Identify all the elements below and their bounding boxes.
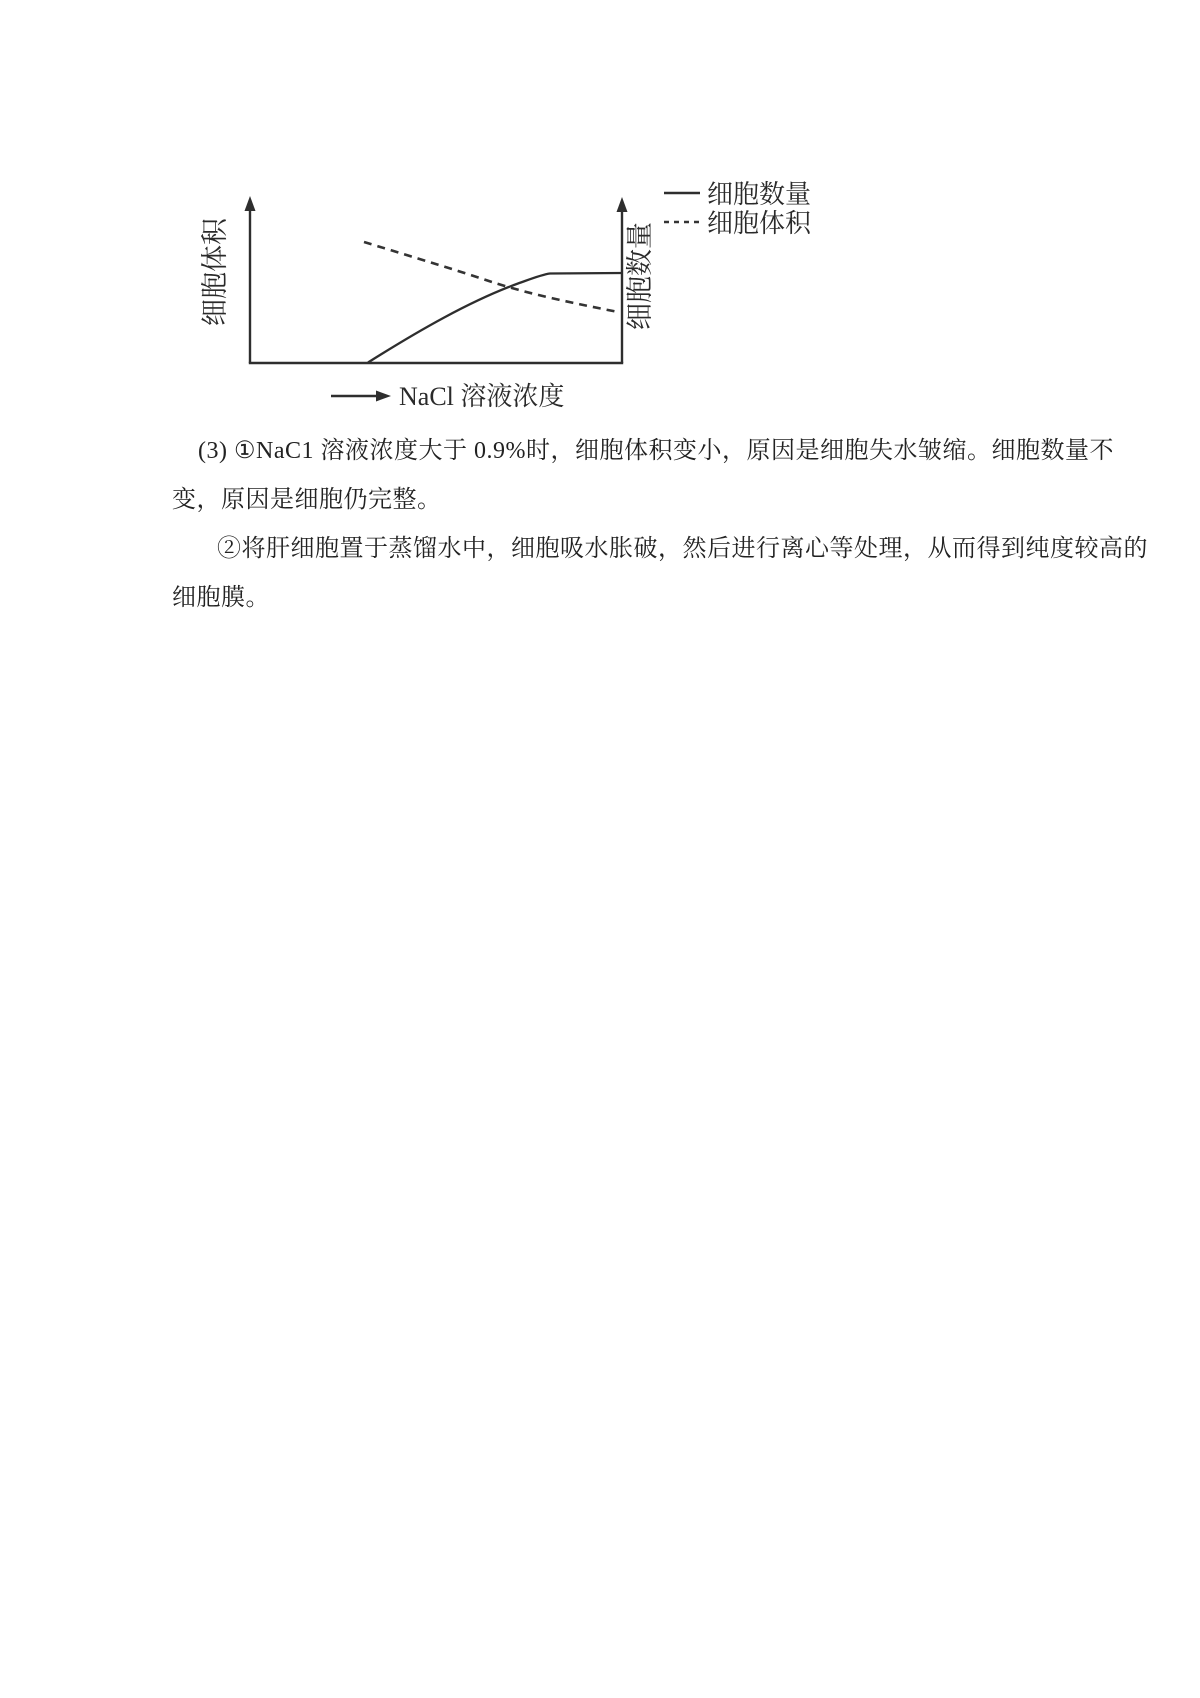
cell-volume-curve xyxy=(364,242,618,312)
left-y-axis-label: 细胞体积 xyxy=(200,218,230,326)
chart-canvas xyxy=(190,155,850,415)
answer-line: (3) ①NaC1 溶液浓度大于 0.9%时，细胞体积变小，原因是细胞失水皱缩。细胞数量不 xyxy=(198,438,1114,464)
x-axis-arrow-head-icon xyxy=(376,391,391,402)
right-y-axis-label: 细胞数量 xyxy=(625,222,655,330)
chart-legend xyxy=(664,180,812,238)
cell-count-curve xyxy=(368,273,622,363)
legend-label-cell-count: 细胞数量 xyxy=(707,180,812,209)
legend-label-cell-volume: 细胞体积 xyxy=(707,209,812,238)
answer-line: ②将肝细胞置于蒸馏水中，细胞吸水胀破，然后进行离心等处理，从而得到纯度较高的 xyxy=(217,536,1148,562)
left-y-axis-arrow-icon xyxy=(245,196,256,211)
concentration-chart xyxy=(190,155,850,415)
answer-line: 变，原因是细胞仍完整。 xyxy=(172,487,442,513)
x-axis-caption xyxy=(331,382,564,411)
x-axis-label: NaCl 溶液浓度 xyxy=(399,382,565,411)
answer-line: 细胞膜。 xyxy=(172,585,270,611)
right-y-axis-arrow-icon xyxy=(617,197,628,212)
